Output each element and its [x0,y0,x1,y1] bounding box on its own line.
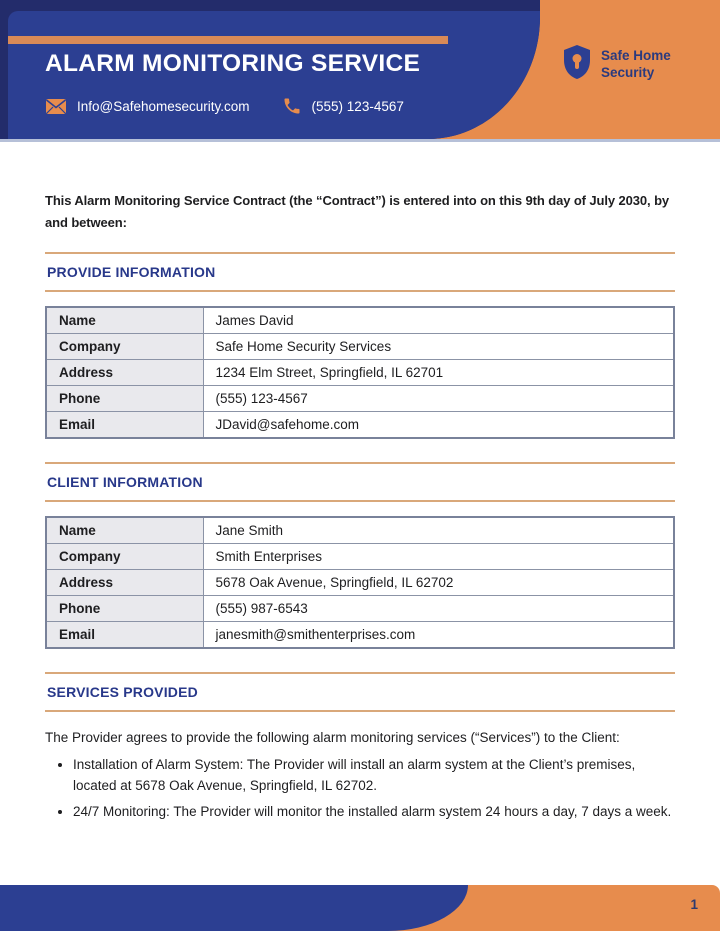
logo-text-line2: Security [601,64,655,80]
services-section-header [45,672,675,712]
table-row [46,622,674,649]
provider-section-title: PROVIDE INFORMATION [47,264,216,281]
list-item: • 24/7 Monitoring: The Provider will monitor the installed alarm system 24 hours a day, 7 days a week. [73,802,675,823]
table-row [46,544,674,570]
field-label: Email [46,412,203,439]
services-intro-paragraph: The Provider agrees to provide the following alarm monitoring services (“Services”) to the Client: [45,730,620,746]
field-value: janesmith@smithenterprises.com [203,622,674,649]
services-section-title: SERVICES PROVIDED [47,684,198,701]
field-label: Company [46,544,203,570]
client-information-section [45,462,675,649]
client-section-title: CLIENT INFORMATION [47,474,203,491]
field-value: JDavid@safehome.com [203,412,674,439]
header-phone: (555) 123-4567 [311,98,404,114]
envelope-icon [45,98,67,115]
header-contact-row [45,94,404,118]
intro-paragraph: This Alarm Monitoring Service Contract (the “Contract”) is entered into on this 9th day of July 2030, by and between: [45,193,670,231]
table-row [46,517,674,544]
field-value: 1234 Elm Street, Springfield, IL 62701 [203,360,674,386]
list-item: • Installation of Alarm System: The Provider will install an alarm system at the Client’s premises, located at 5678 Oak Avenue, Springfield, IL 62702. [73,755,675,797]
header-email: Info@Safehomesecurity.com [77,98,250,114]
services-list [51,755,675,823]
field-value: (555) 987-6543 [203,596,674,622]
provider-information-section [45,252,675,439]
table-row [46,570,674,596]
logo-text-line1: Safe Home [601,47,671,63]
document-title: ALARM MONITORING SERVICE [45,50,421,77]
table-row [46,412,674,439]
field-value: James David [203,307,674,334]
header-accent-bar [8,36,448,44]
table-row [46,386,674,412]
field-label: Name [46,517,203,544]
logo-text [601,48,671,82]
table-row [46,596,674,622]
footer [0,885,720,931]
shield-lock-icon [562,44,592,85]
provider-info-table [45,306,675,439]
footer-blue-panel [0,885,468,931]
company-logo [562,44,671,85]
client-section-header [45,462,675,502]
field-label: Company [46,334,203,360]
phone-icon [282,96,302,116]
header [0,0,720,142]
field-label: Name [46,307,203,334]
table-row [46,360,674,386]
table-row [46,307,674,334]
page-number: 1 [690,897,698,912]
document-body [0,142,720,828]
field-label: Phone [46,386,203,412]
field-value: Safe Home Security Services [203,334,674,360]
field-label: Address [46,360,203,386]
client-info-table [45,516,675,649]
field-label: Email [46,622,203,649]
field-value: Smith Enterprises [203,544,674,570]
field-label: Phone [46,596,203,622]
table-row [46,334,674,360]
field-value: Jane Smith [203,517,674,544]
field-value: 5678 Oak Avenue, Springfield, IL 62702 [203,570,674,596]
services-provided-section [45,672,675,823]
field-value: (555) 123-4567 [203,386,674,412]
provider-section-header [45,252,675,292]
field-label: Address [46,570,203,596]
